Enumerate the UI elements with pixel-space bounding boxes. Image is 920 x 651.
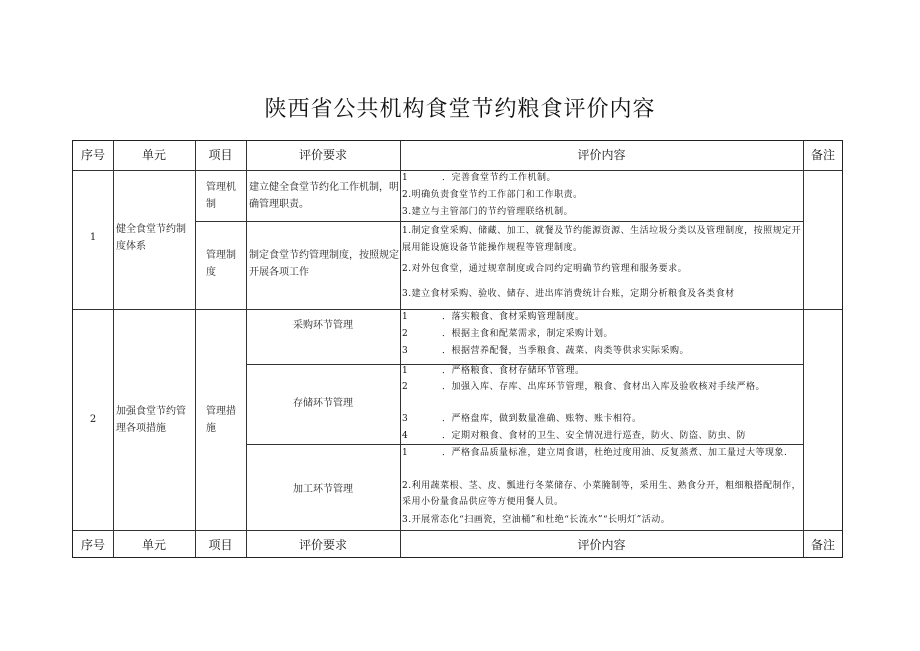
content-line: 1 ．严格食品质量标准，建立周食谱，杜绝过度用油、反复蒸煮、加工量过大等现象. — [402, 448, 788, 458]
content-line: 1 ．完善食堂节约工作机制。 — [402, 173, 557, 183]
col-divider — [195, 141, 196, 557]
content-line: 3.开展常态化“扫画瓷，空油桶”和杜绝“长流水”“长明灯”活动。 — [402, 515, 671, 525]
requirement-text: 采购环节管理 — [293, 320, 353, 331]
footer-unit: 单元 — [141, 538, 166, 552]
content-line: 3 ．严格盘库，做到数量准确、账物、账卡相符。 — [402, 414, 642, 424]
col-divider — [400, 141, 401, 557]
footer-requirement: 评价要求 — [298, 538, 347, 552]
header-remark: 备注 — [810, 148, 835, 162]
header-content: 评价内容 — [577, 148, 626, 162]
col-divider — [113, 141, 114, 557]
unit-name: 健全食堂节约制度体系 — [116, 224, 186, 252]
content-line: 2 ．根据主食和配菜需求，制定采购计划。 — [402, 329, 614, 339]
footer-remark: 备注 — [810, 538, 835, 552]
content-block — [402, 223, 802, 309]
project-name: 管理制度 — [206, 250, 236, 278]
unit-name: 加强食堂节约管理各项措施 — [116, 406, 186, 434]
content-line: 2.明确负责食堂节约工作部门和工作职责。 — [402, 190, 583, 200]
requirement-text: 制定食堂节约管理制度，按照规定开展各项工作 — [249, 250, 399, 278]
header-project: 项目 — [208, 148, 233, 162]
footer-project: 项目 — [208, 538, 233, 552]
content-line: 3.建立食材采购、验收、储存、进出库消费统计台账，定期分析粮食及各类食材 — [402, 289, 735, 299]
project-name: 管理措施 — [206, 406, 236, 434]
content-block — [402, 171, 802, 221]
content-line: 3.建立与主管部门的节约管理联络机制。 — [402, 207, 574, 217]
content-line: 1 ．严格粮食、食材存储环节管理。 — [402, 366, 585, 376]
project-name: 管理机制 — [206, 182, 236, 210]
requirement-text: 建立健全食堂节约化工作机制，明确管理职责。 — [249, 182, 399, 210]
requirement-text: 加工环节管理 — [293, 484, 353, 495]
document-title: 陕西省公共机构食堂节约粮食评价内容 — [264, 97, 656, 122]
content-line: 2.利用蔬菜根、茎、皮、瓢进行冬菜储存、小菜腌制等，采用生、熟食分开，粗细粮搭配制作，采用小份量食品供应等方便用餐人员。 — [402, 481, 802, 507]
content-block — [402, 364, 802, 444]
evaluation-table — [72, 140, 843, 558]
content-block — [402, 310, 802, 364]
footer-no: 序号 — [80, 538, 105, 552]
col-divider — [803, 141, 804, 557]
requirement-text: 存储环节管理 — [293, 398, 353, 409]
header-unit: 单元 — [141, 148, 166, 162]
content-line: 2.对外包食堂，通过规章制度或合同约定明确节约管理和服务要求。 — [402, 264, 688, 274]
content-line: 2 ．加强入库、存库、出库环节管理，粮食、食材出入库及验收核对手续严格。 — [402, 382, 766, 392]
row-number: 2 — [89, 414, 97, 425]
content-line: 3 ．根据营养配餐，当季粮食、蔬菜、肉类等供求实际采购。 — [402, 346, 690, 356]
subrow-divider — [195, 221, 803, 222]
content-block — [402, 445, 802, 530]
header-requirement: 评价要求 — [298, 148, 347, 162]
footer-content: 评价内容 — [577, 538, 626, 552]
content-line: 1 ．落实粮食、食材采购管理制度。 — [402, 312, 585, 322]
content-line: 1.制定食堂采购、储藏、加工、就餐及节约能源资源、生活垃圾分类以及管理制度，按照规定开展用能设施设备节能操作规程等管理制度。 — [402, 226, 802, 253]
row-number: 1 — [89, 232, 97, 243]
header-no: 序号 — [80, 148, 105, 162]
content-line: 4 ．定期对粮食、食材的卫生、安全情况进行巡查，防火、防盗、防虫、防 — [402, 431, 747, 441]
